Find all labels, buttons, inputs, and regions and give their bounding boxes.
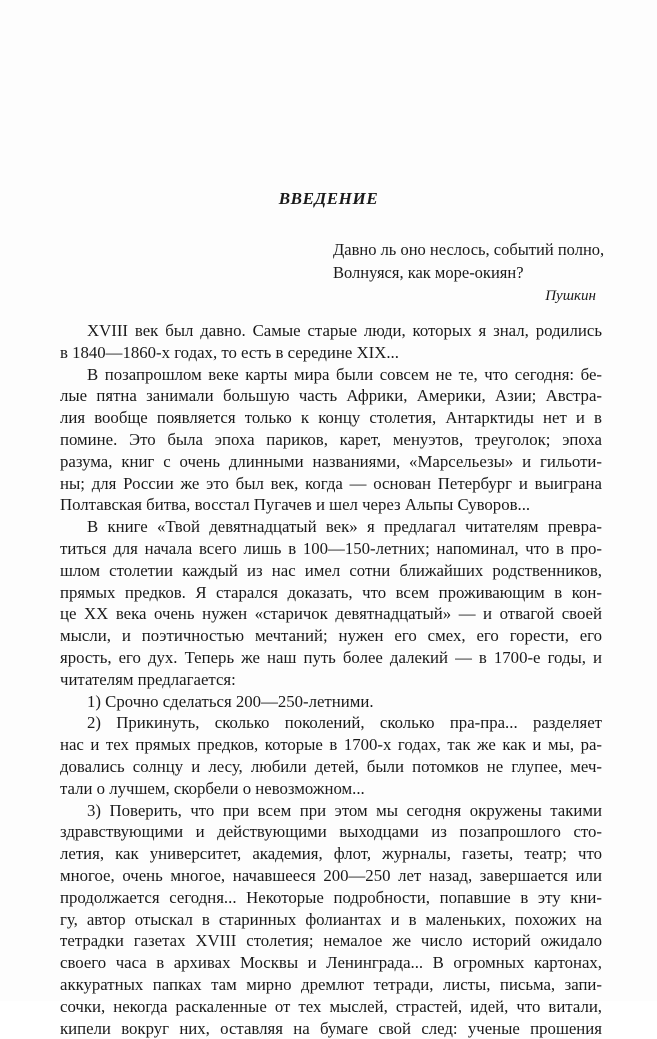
text-line: 2) Прикинуть, сколько поколений, сколько пра-пра... разделяет (60, 712, 602, 734)
text-line: В книге «Твой девятнадцатый век» я предлагал читателям превра- (60, 516, 602, 538)
text-line: 3) Поверить, что при всем при этом мы сегодня окружены такими (60, 800, 602, 822)
text-line: здравствующими и действующими выходцами из позапрошлого сто- (60, 821, 602, 843)
text-line: лые пятна занимали большую часть Африки, Америки, Азии; Австра- (60, 385, 602, 407)
text-line: тетрадки газетах XVIII столетия; немалое же число историй ожидало (60, 930, 602, 952)
text-line: сочки, некогда раскаленные от тех мыслей, страстей, идей, что витали, (60, 996, 602, 1018)
text-line: летия, как университет, академия, флот, журналы, газеты, театр; что (60, 843, 602, 865)
text-line: продолжается сегодня... Некоторые подробности, попавшие в эту кни- (60, 887, 602, 909)
text-line: многое, очень многое, начавшееся 200—250 лет назад, завершается или (60, 865, 602, 887)
text-line: це XX века очень нужен «старичок девятнадцатый» — и отвагой своей (60, 603, 602, 625)
text-line: тали о лучшем, скорбели о невозможном... (60, 778, 602, 800)
text-line: нас и тех прямых предков, которые в 1700-х годах, так же как и мы, ра- (60, 734, 602, 756)
text-line: титься для начала всего лишь в 100—150-летних; напоминал, что в про- (60, 538, 602, 560)
text-line: кипели вокруг них, оставляя на бумаге свой след: ученые прошения (60, 1018, 602, 1039)
text-line: ны; для России же это был век, когда — основан Петербург и выиграна (60, 473, 602, 495)
text-line: довались солнцу и лесу, любили детей, были потомков не глупее, меч- (60, 756, 602, 778)
epigraph (333, 238, 603, 284)
epigraph-line: Давно ль оно неслось, событий полно, (333, 238, 603, 261)
text-line: шлом столетии каждый из нас имел сотни ближайших родственников, (60, 560, 602, 582)
chapter-heading: ВВЕДЕНИЕ (0, 189, 657, 209)
text-line: ярость, его дух. Теперь же наш путь более далекий — в 1700-е годы, и (60, 647, 602, 669)
text-line: Полтавская битва, восстал Пугачев и шел через Альпы Суворов... (60, 494, 602, 516)
text-line: прямых предков. Я старался доказать, что всем проживающим в кон- (60, 582, 602, 604)
text-line: мысли, и поэтичностью мечтаний; нужен его смех, его горести, его (60, 625, 602, 647)
text-line: читателям предлагается: (60, 669, 602, 691)
text-line: гу, автор отыскал в старинных фолиантах и в маленьких, похожих на (60, 909, 602, 931)
text-line: 1) Срочно сделаться 200—250-летними. (60, 691, 602, 713)
text-line: аккуратных папках там мирно дремлют тетради, листы, письма, запи- (60, 974, 602, 996)
text-line: XVIII век был давно. Самые старые люди, которых я знал, родились (60, 320, 602, 342)
text-line: помине. Это была эпоха париков, карет, менуэтов, треуголок; эпоха (60, 429, 602, 451)
text-line: разума, книг с очень длинными названиями, «Марсельезы» и гильоти- (60, 451, 602, 473)
text-line: В позапрошлом веке карты мира были совсем не те, что сегодня: бе- (60, 364, 602, 386)
text-line: в 1840—1860-х годах, то есть в середине XIX... (60, 342, 602, 364)
body-text (60, 320, 602, 1039)
text-line: лия вообще появляется только к концу столетия, Антарктиды нет и в (60, 407, 602, 429)
epigraph-author: Пушкин (333, 288, 596, 305)
epigraph-line: Волнуяся, как море-окиян? (333, 261, 603, 284)
text-line: своего часа в архивах Москвы и Ленинграда... В огромных картонах, (60, 952, 602, 974)
